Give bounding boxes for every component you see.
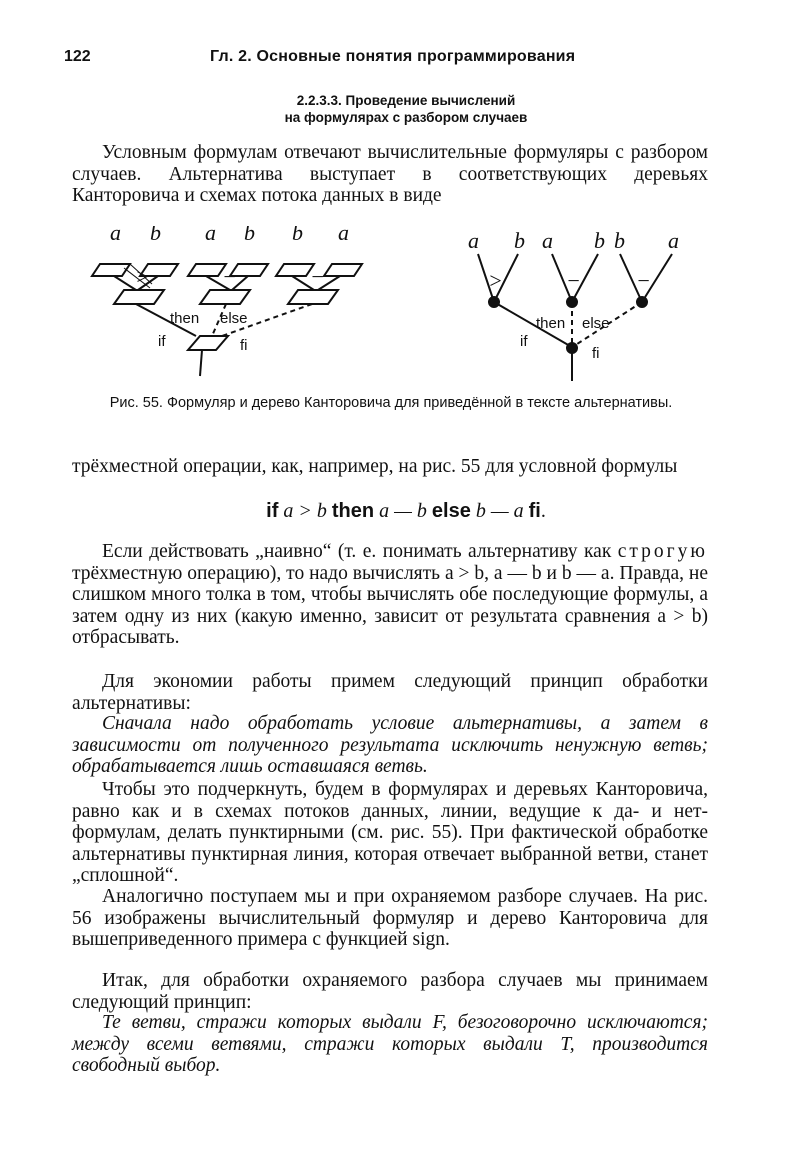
formula-else-expr: b — a — [470, 500, 529, 522]
tree-op-subtract-label-2: − — [636, 268, 651, 293]
left-input-2: b — [150, 226, 161, 245]
alternative-box — [188, 336, 228, 350]
fi-label-left: fi — [240, 337, 248, 354]
right-input-5: b — [614, 228, 625, 253]
right-input-2: b — [514, 228, 525, 253]
running-header: Гл. 2. Основные понятия программирования — [210, 48, 576, 65]
right-input-1: a — [468, 228, 479, 253]
formula-then: then — [331, 500, 375, 522]
tree-op-compare-label: > — [488, 268, 503, 293]
paragraph-7: Аналогично поступаем мы и при охраняемом разборе случаев. На рис. 56 изображены вычислительный формуляр и дерево Канторовича для вышеприведенного примера с функцией sign. — [72, 886, 708, 951]
input-box — [92, 264, 130, 276]
paragraph-3-start: Если действовать „наивно“ (т. е. понимать альтернативу как — [102, 541, 618, 562]
left-input-3: a — [205, 226, 216, 245]
formula-then-expr: a — b — [374, 500, 432, 522]
paragraph-3-spaced: строгую — [617, 541, 708, 562]
page-number: 122 — [64, 48, 91, 65]
section-number: 2.2.3.3. — [296, 93, 342, 108]
if-label-right: if — [520, 333, 528, 350]
then-label-left: then — [170, 310, 200, 327]
else-label-left: else — [220, 310, 248, 327]
principle-1: Сначала надо обработать условие альтернативы, а затем в зависимости от полученного результата исключить ненужную ветвь; обрабатывается лишь оставшаяся ветвь. — [72, 713, 708, 778]
right-input-3: a — [542, 228, 553, 253]
input-box — [188, 264, 226, 276]
tree-op-subtract-label-1: − — [566, 268, 581, 293]
right-input-6: a — [668, 228, 679, 253]
op-box-compare — [114, 290, 164, 304]
conditional-formula — [0, 500, 812, 523]
paragraph-4: Для экономии работы примем следующий принцип обработки альтернативы: — [72, 671, 708, 714]
right-input-4: b — [594, 228, 605, 253]
op-box-subtract-2 — [288, 290, 338, 304]
else-label-right: else — [582, 315, 610, 332]
input-box — [276, 264, 314, 276]
figure-caption: Рис. 55. Формуляр и дерево Канторовича для приведённой в тексте альтернативы. — [109, 395, 673, 411]
left-input-5: b — [292, 226, 303, 245]
paragraph-8: Итак, для обработки охраняемого разбора случаев мы принимаем следующий принцип: — [72, 970, 708, 1013]
op-box-subtract-1 — [200, 290, 250, 304]
paragraph-1: Условным формулам отвечают вычислительные формуляры с разбором случаев. Альтернатива выступает в соответствующих деревьях Канторовича и схемах потока данных в виде — [72, 142, 708, 207]
input-box — [324, 264, 362, 276]
op-subtract-label-2: − — [310, 264, 325, 289]
op-compare-label: > — [135, 264, 150, 289]
formula-if: if — [266, 500, 279, 522]
formula-end: . — [540, 500, 546, 522]
left-input-4: b — [244, 226, 255, 245]
section-heading — [0, 92, 812, 109]
op-subtract-label-1: − — [222, 264, 237, 289]
then-label-right: then — [536, 315, 566, 332]
left-input-1: a — [110, 226, 121, 245]
principle-2: Те ветви, стражи которых выдали F, безоговорочно исключаются; между всеми ветвями, стражи которых выдали T, производится свободный выбор. — [72, 1012, 708, 1077]
paragraph-3 — [72, 541, 708, 649]
formula-fi: fi — [528, 500, 541, 522]
section-title-line1: Проведение вычислений — [345, 93, 516, 108]
left-input-6: a — [338, 226, 349, 245]
formular-diagram — [92, 226, 362, 376]
section-title-line2: на формулярах с разбором случаев — [284, 110, 528, 125]
paragraph-6: Чтобы это подчеркнуть, будем в формулярах и деревьях Канторовича, равно как и в схемах потоков данных, линии, ведущие к да- и нет-формулам, делать пунктирными (см. рис. 55). При фактической обработке альтернативы пунктирная линия, которая отвечает выбранной ветви, станет „сплошной“. — [72, 779, 708, 887]
if-label-left: if — [158, 333, 166, 350]
paragraph-3-end: трёхместную операцию), то надо вычислять a > b, a — b и b — a. Правда, не слишком много толка в том, чтобы вычислять обе последующие формулы, а затем одну из них (какую именно, зависит от результата сравнения a > b) отбрасывать. — [72, 562, 708, 649]
formula-cond: a > b — [278, 500, 332, 522]
kantorovich-tree — [468, 228, 679, 381]
figure-55 — [0, 226, 812, 386]
paragraph-2: трёхместной операции, как, например, на рис. 55 для условной формулы — [72, 456, 678, 477]
fi-label-right: fi — [592, 345, 600, 362]
formula-else: else — [431, 500, 471, 522]
